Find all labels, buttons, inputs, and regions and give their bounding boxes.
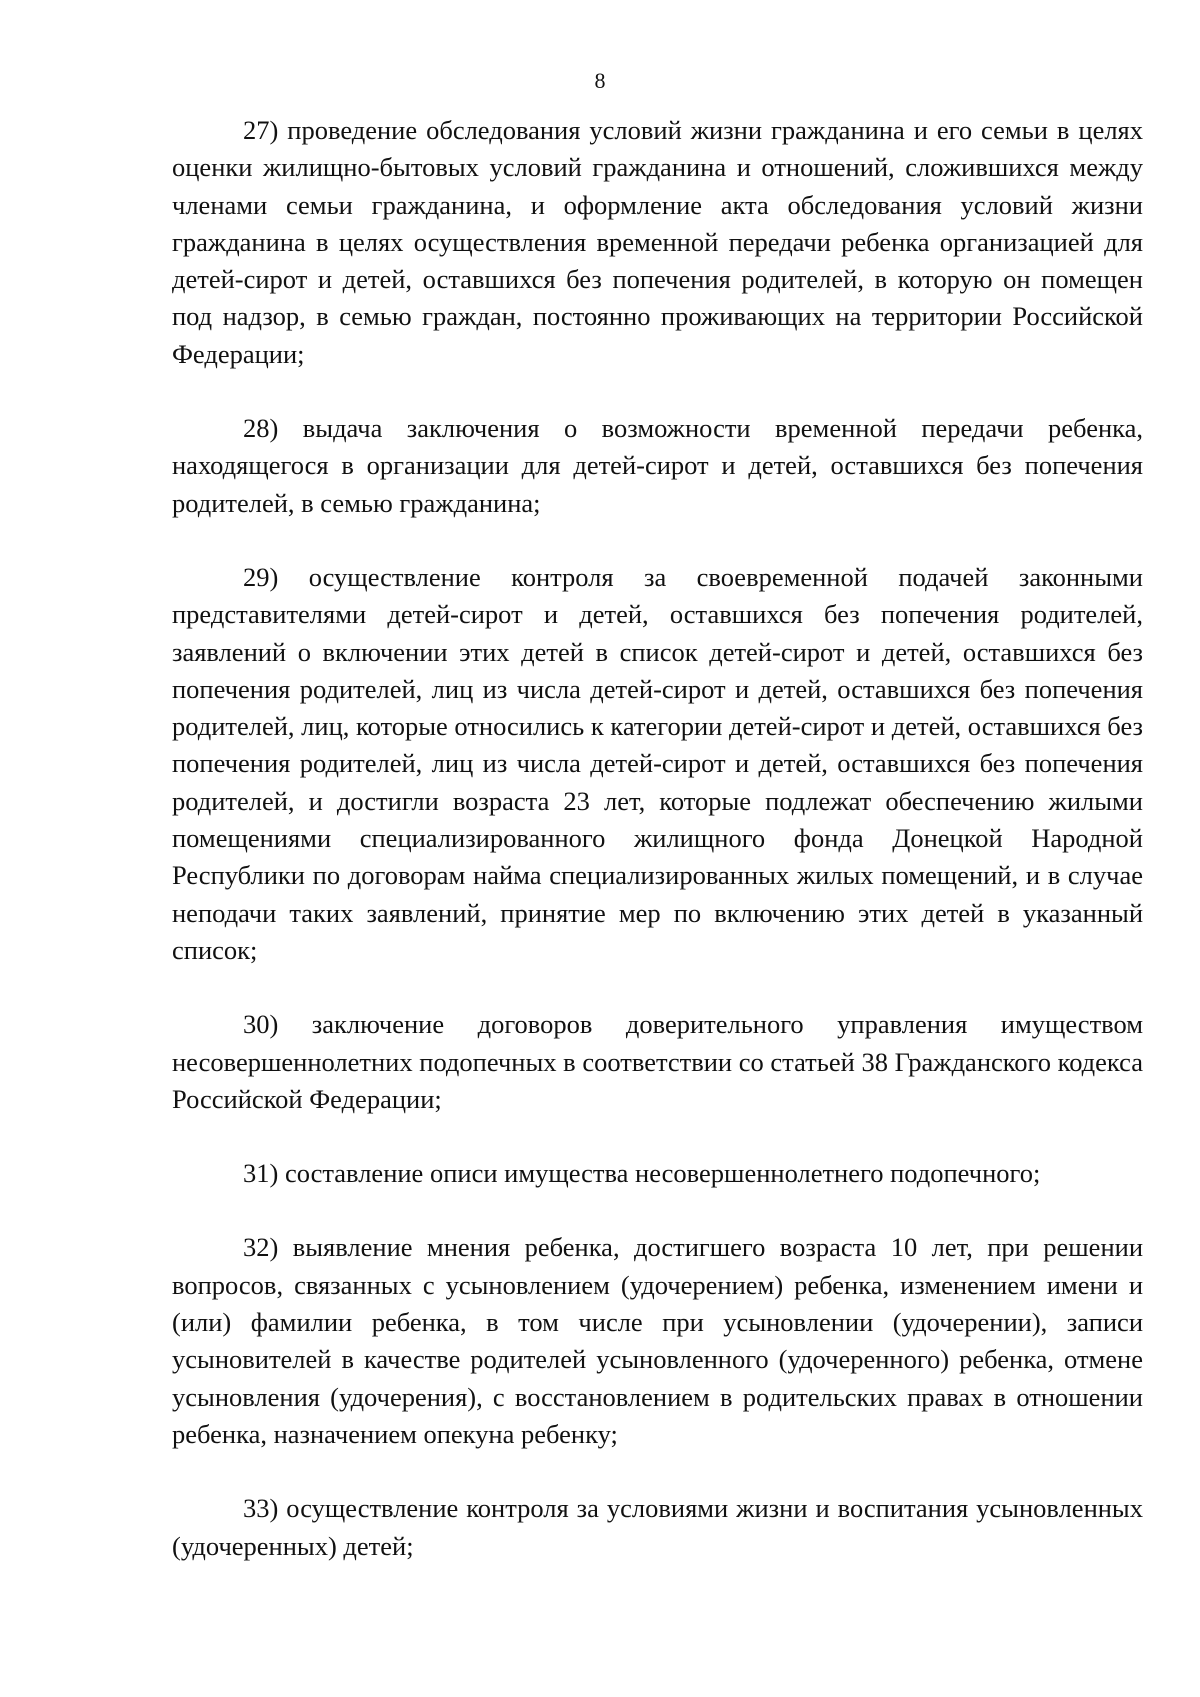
paragraph-item-32: 32) выявление мнения ребенка, достигшего возраста 10 лет, при решении вопросов, связанных с усыновлением (удочерением) ребенка, изменением имени и (или) фамилии ребенка, в том числе при усыновлении (удочерении), записи усыновителей в качестве родителей усыновленного (удочеренного) ребенка, отмене усыновления (удочерения), с восстановлением в родительских правах в отношении ребенка, назначением опекуна ребенку; xyxy=(172,1232,1143,1449)
paragraph-item-29: 29) осуществление контроля за своевременной подачей законными представителями детей-сирот и детей, оставшихся без попечения родителей, заявлений о включении этих детей в список детей-сирот и детей, оставшихся без попечения родителей, лиц из числа детей-сирот и детей, оставшихся без попечения родителей, лиц, которые относились к категории детей-сирот и детей, оставшихся без попечения родителей, лиц из числа детей-сирот и детей, оставшихся без попечения родителей, и достигли возраста 23 лет, которые подлежат обеспечению жилыми помещениями специализированного жилищного фонда Донецкой Народной Республики по договорам найма специализированных жилых помещений, и в случае неподачи таких заявлений, принятие мер по включению этих детей в указанный список; xyxy=(172,561,1143,965)
paragraph-item-27: 27) проведение обследования условий жизни гражданина и его семьи в целях оценки жилищно-бытовых условий гражданина и отношений, сложившихся между членами семьи гражданина, и оформление акта обследования условий жизни гражданина в целях осуществления временной передачи ребенка организацией для детей-сирот и детей, оставшихся без попечения родителей, в которую он помещен под надзор, в семью граждан, постоянно проживающих на территории Российской Федерации; xyxy=(172,115,1143,369)
paragraph-item-31: 31) составление описи имущества несовершеннолетнего подопечного; xyxy=(243,1158,1041,1189)
paragraph-item-28: 28) выдача заключения о возможности временной передачи ребенка, находящегося в организации для детей-сирот и детей, оставшихся без попечения родителей, в семью гражданина; xyxy=(172,413,1143,518)
document-body xyxy=(172,112,1143,1602)
paragraph-item-30: 30) заключение договоров доверительного управления имуществом несовершеннолетних подопечных в соответствии со статьей 38 Гражданского кодекса Российской Федерации; xyxy=(172,1009,1143,1114)
paragraph-item-33: 33) осуществление контроля за условиями жизни и воспитания усыновленных (удочеренных) детей; xyxy=(172,1493,1143,1561)
page-number: 8 xyxy=(594,68,606,93)
